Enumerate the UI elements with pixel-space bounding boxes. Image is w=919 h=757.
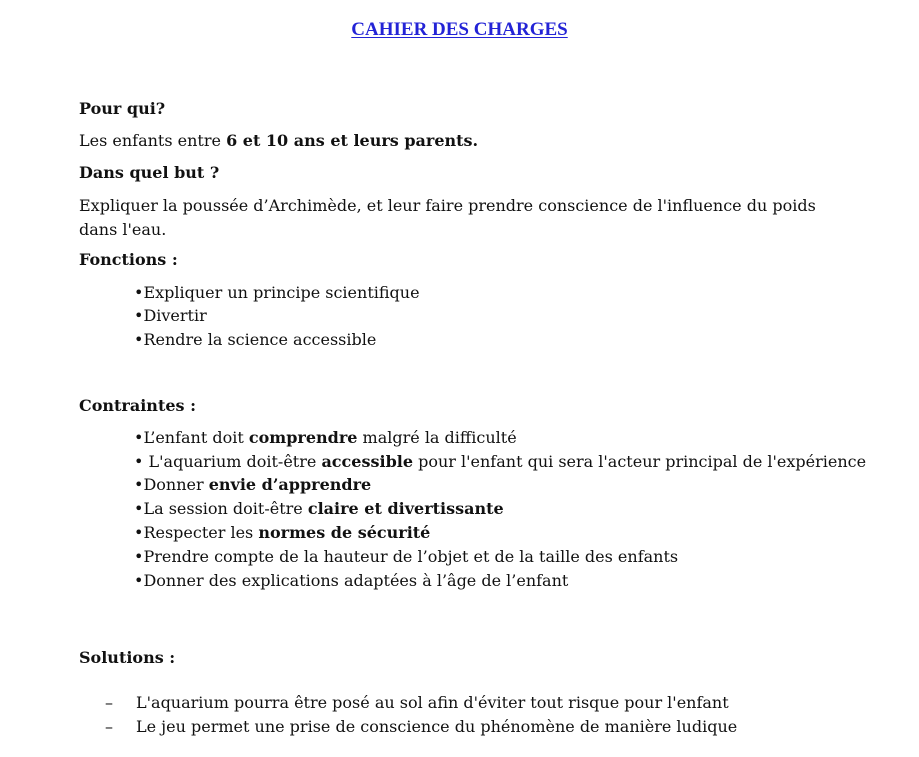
constraint-item [134,522,430,544]
constraint-item [134,474,371,496]
section-heading-purpose: Dans quel but ? [79,163,220,182]
section-heading-solutions: Solutions : [79,648,176,667]
page-title: CAHIER DES CHARGES [351,19,568,40]
constraint-bold: comprendre [248,428,358,447]
solution-item [105,716,737,738]
solution-text: L'aquarium pourra être posé au sol afin d'éviter tout risque pour l'enfant [136,693,729,712]
solution-item [105,692,729,714]
section-heading-constraints: Contraintes : [79,396,196,415]
section-heading-for-whom: Pour qui? [79,99,166,118]
constraint-text: •Respecter les [134,523,259,542]
solution-text: Le jeu permet une prise de conscience du phénomène de manière ludique [136,717,738,736]
constraint-bold: normes de sécurité [258,523,431,542]
constraint-item [134,451,866,473]
dash-marker: – [105,693,113,712]
constraint-text: •Donner des explications adaptées à l’âge de l’enfant [134,571,569,590]
constraint-item [134,427,517,449]
constraint-text: •Donner [134,475,209,494]
for-whom-text-plain: Les enfants entre [79,131,227,150]
constraint-text: malgré la difficulté [357,428,517,447]
constraint-text: pour l'enfant qui sera l'acteur principal de l'expérience [413,452,867,471]
for-whom-text-bold: 6 et 10 ans et leurs parents. [226,131,479,150]
dash-marker: – [105,717,113,736]
section-heading-functions: Fonctions : [79,250,178,269]
constraint-bold: accessible [321,452,414,471]
constraint-text: •Prendre compte de la hauteur de l’objet et de la taille des enfants [134,547,679,566]
for-whom-text [79,130,478,152]
function-item: •Divertir [134,306,207,325]
constraint-bold: envie d’apprendre [208,475,372,494]
function-item: •Rendre la science accessible [134,330,377,349]
constraint-item [134,546,678,568]
function-item: •Expliquer un principe scientifique [134,283,420,302]
purpose-text: Expliquer la poussée d’Archimède, et leur faire prendre conscience de l'influence du poids dans l'eau. [79,196,816,239]
constraint-text: • L'aquarium doit-être [134,452,322,471]
constraint-bold: claire et divertissante [307,499,504,518]
constraint-item [134,498,504,520]
constraint-text: •La session doit-être [134,499,308,518]
constraint-item [134,570,568,592]
constraint-text: •L’enfant doit [134,428,249,447]
